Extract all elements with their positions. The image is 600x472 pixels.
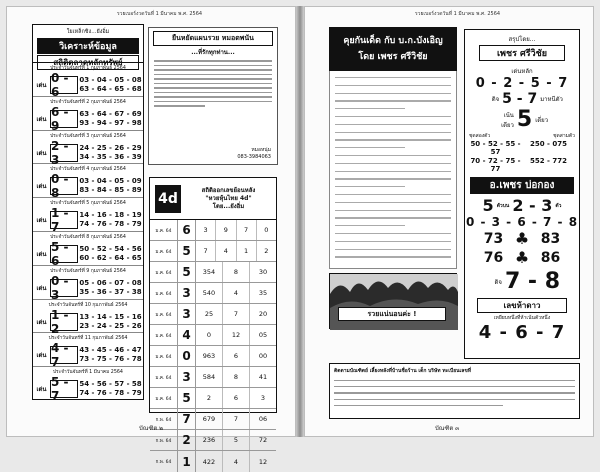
prediction-author: เพชร ศรีวิชัย (479, 45, 565, 61)
text-line (154, 92, 272, 94)
history-title: วิเคราะห์ข้อมูล (37, 38, 139, 54)
stat-grid-cell: 9 (216, 220, 236, 240)
stat-grid-cell: 8 (223, 262, 250, 282)
history-round (33, 333, 143, 370)
big-digit-key: ดิจ (494, 278, 502, 286)
round-numbers (78, 279, 143, 297)
round-number-line: 13 - 14 - 15 - 16 (79, 312, 142, 321)
five-star-header: เลขห้าดาว (477, 298, 567, 313)
round-number-line: 05 - 06 - 07 - 08 (79, 278, 142, 287)
round-number-line: 14 - 16 - 18 - 19 (79, 211, 142, 220)
right-page-footer: บัณฑิต ๓ (435, 425, 460, 432)
stat-grid-cell: 8 (223, 367, 250, 387)
round-numbers (78, 211, 143, 229)
stat-grid-digit: 1 (178, 451, 196, 472)
photo-caption: รวยแน่นอนค่ะ ! (338, 307, 446, 321)
stat-grid-label: ก.พ. 64 (150, 451, 178, 472)
stat-grid-cell: 12 (258, 457, 268, 466)
text-line (335, 233, 451, 234)
stat-grid-row (150, 430, 276, 451)
stat-grid-label: ม.ค. 64 (150, 388, 178, 408)
text-line (335, 77, 451, 78)
round-numbers (78, 177, 143, 195)
round-pair: 4 - 7 (50, 346, 78, 364)
text-line (334, 380, 575, 381)
round-tag: เด่น (36, 149, 47, 157)
round-pair: 0 - 3 (50, 279, 78, 297)
left-page (6, 6, 296, 469)
stat-grid-row (150, 325, 276, 346)
text-line (335, 178, 451, 179)
text-line (335, 225, 405, 226)
club-grid (465, 229, 579, 267)
text-line (154, 87, 272, 89)
stat-grid-cell: 6 (223, 388, 250, 408)
round-pair: 5 - 6 (50, 245, 78, 263)
club-number: 86 (540, 249, 561, 266)
stat-grid-digit: 7 (178, 409, 196, 429)
single-key: เน้นเดียว (501, 111, 514, 129)
pair-grid (465, 140, 579, 173)
round-number-line: 63 - 64 - 67 - 69 (79, 109, 142, 118)
text-line (335, 163, 451, 164)
stat-grid-row (150, 304, 276, 325)
five-star-numbers: 4 - 6 - 7 (478, 322, 566, 343)
round-number-line: 74 - 76 - 78 - 79 (79, 220, 142, 229)
history-round (33, 232, 143, 266)
stat-grid-cell: 4 (216, 241, 236, 261)
stat-grid-cell: 25 (196, 304, 223, 324)
stat-grid-cell: 4 (223, 451, 250, 472)
history-round (33, 198, 143, 235)
round-number-line: 83 - 84 - 85 - 89 (79, 186, 142, 195)
round-date: ประจำวันจันทร์ที่ 8 กุมภาพันธ์ 2564 (50, 234, 126, 240)
stat-grid-title-1: สถิติออกเลขย้อนหลัง (201, 186, 256, 194)
history-header (33, 25, 143, 67)
stat-grid-row (150, 367, 276, 388)
text-line (154, 96, 272, 98)
text-line (154, 74, 272, 76)
text-line (335, 93, 451, 94)
round-date: ประจำวันจันทร์ที่ 1 กุมภาพันธ์ 2564 (50, 66, 126, 71)
stat-grid-label: ม.ค. 64 (150, 325, 178, 345)
article-photo (329, 273, 457, 329)
stat-grid-cell: 0 (264, 226, 269, 234)
stat-grid-cell: 5 (223, 430, 250, 450)
stat-grid-label: ม.ค. 64 (150, 241, 178, 261)
footer-notice (329, 363, 580, 419)
stat-grid-digit: 6 (178, 220, 196, 240)
stat-grid-rows (150, 220, 276, 472)
stat-grid-cell: 6 (223, 346, 250, 366)
five-star-sub: เหยียบหนึ่งที่ห้าเน้นตัวหนึ่ง (493, 315, 551, 321)
round-pair: 1 - 7 (50, 211, 78, 229)
stat-grid-cell: 7 (223, 304, 250, 324)
round-numbers (78, 144, 143, 162)
stat-grid-row (150, 388, 276, 409)
history-round (33, 164, 143, 201)
text-line (334, 392, 575, 393)
stat-grid-digit: 4 (178, 325, 196, 345)
text-line (335, 210, 451, 211)
history-round (33, 266, 143, 300)
tree-illustration (330, 274, 458, 330)
text-line (335, 202, 451, 203)
round-pair: 5 - 7 (50, 380, 78, 398)
stat-grid-label: ม.ค. 64 (150, 220, 178, 240)
text-line (154, 83, 272, 85)
promo-subtitle: ...ที่รักทุกท่าน... (191, 49, 235, 56)
text-line (335, 108, 405, 109)
stat-grid-cell: 41 (258, 373, 268, 381)
round-numbers (78, 76, 143, 94)
stat-grid-digit: 3 (178, 283, 196, 303)
main-label: เด่นหลัก (511, 68, 533, 75)
stat-grid-cell: 2 (264, 247, 269, 255)
stat-grid-label: ม.ค. 64 (150, 367, 178, 387)
history-subtitle: สถิติตลาดหลักทรัพย์ (37, 55, 139, 70)
pair-labels (465, 132, 579, 140)
round-number-line: 23 - 24 - 25 - 26 (79, 321, 142, 330)
round-tag: เด่น (36, 318, 47, 326)
two-digit-label: ชุดสองตัว (469, 133, 491, 139)
stat-grid-cell: 3 (196, 220, 216, 240)
text-line (335, 100, 451, 101)
round-number-line: 54 - 56 - 57 - 58 (79, 380, 142, 389)
stat-grid-title-2: "หวยหุ้นไทย 4d" (205, 194, 252, 202)
footer-notice-text: ติดตามบัณฑิตย์ เลี้ยงหลังที่บ้านชื่อร้าน เด็ก บริษัท ทะเบียนเลขที่ (334, 368, 472, 374)
digit-key: ดิจ (491, 96, 500, 103)
stat-grid-cell: 7 (237, 220, 257, 240)
history-round (33, 97, 143, 131)
round-tag: เด่น (36, 115, 47, 123)
stat-grid-cell: 4 (223, 283, 250, 303)
stat-grid-digit: 0 (178, 346, 196, 366)
round-tag: เด่น (36, 183, 47, 191)
text-line (335, 116, 451, 117)
text-line (335, 194, 451, 195)
two-three-value: 2 - 3 (512, 196, 553, 215)
stat-grid-cell: 3 (260, 394, 266, 402)
text-line (335, 155, 451, 156)
round-number-line: 60 - 62 - 64 - 65 (79, 253, 142, 262)
round-body (33, 207, 143, 233)
round-number-line: 03 - 04 - 05 - 08 (79, 76, 142, 84)
round-numbers (78, 313, 143, 331)
stat-grid-header (150, 178, 276, 220)
stat-grid-label: ก.พ. 64 (150, 409, 178, 429)
stat-grid-cell: 72 (258, 436, 268, 444)
stat-grid-cell: 20 (258, 310, 268, 318)
round-body (33, 106, 143, 132)
stat-grid-cell: 7 (223, 409, 250, 429)
round-date: ประจำวันจันทร์ที่ 10 กุมภาพันธ์ 2564 (48, 302, 128, 308)
text-line (154, 69, 272, 71)
stat-grid-cell: 963 (196, 346, 223, 366)
history-panel (32, 24, 144, 404)
round-tag: เด่น (36, 352, 47, 360)
big-digit-row (465, 269, 579, 294)
promo-contact-name: หมอหนุ่ม (251, 147, 271, 153)
big-digit-value: 7 - 8 (504, 269, 561, 294)
stat-grid-cell: 0 (196, 325, 223, 345)
text-line (154, 60, 272, 62)
text-line (335, 147, 405, 148)
promo-title: ยืนหยัดแผนรวย หมอดพนัน (153, 31, 273, 46)
three-digit-label: ชุดสามตัว (553, 133, 575, 139)
round-numbers (78, 245, 143, 263)
round-pair: 2 - 3 (50, 144, 78, 162)
round-number-line: 34 - 35 - 36 - 39 (79, 152, 142, 161)
run-numbers: 0 - 3 - 6 - 7 - 8 (465, 215, 579, 229)
round-date: ประจำวันจันทร์ที่ 5 กุมภาพันธ์ 2564 (50, 201, 126, 207)
right-page-header: รวยเบอร์งวดวันที่ 1 มีนาคม พ.ศ. 2564 (415, 11, 501, 17)
banner-author: โดย เพชร ศรีวิชัย (358, 52, 428, 62)
article-banner (329, 27, 457, 71)
stat-grid-cell: 35 (258, 289, 268, 297)
history-round (33, 367, 143, 404)
text-line (154, 78, 272, 80)
stat-grid-label: ม.ค. 64 (150, 283, 178, 303)
round-date: ประจำวันจันทร์ที่ 4 กุมภาพันธ์ 2564 (50, 167, 126, 173)
stat-grid-row (150, 220, 276, 241)
text-line (154, 105, 205, 107)
stat-grid-row (150, 409, 276, 430)
two-three-row (465, 196, 579, 215)
stat-grid-cell: 30 (258, 268, 268, 276)
round-pair: 0 - 6 (50, 76, 78, 94)
club-number: 83 (540, 230, 561, 247)
stat-grid-cell: 12 (223, 325, 250, 345)
round-pair: 1 - 2 (50, 313, 78, 331)
main-numbers: 0 - 2 - 5 - 7 (475, 76, 569, 91)
round-date: ประจำวันจันทร์ที่ 3 กุมภาพันธ์ 2564 (50, 133, 126, 139)
round-number-line: 35 - 36 - 37 - 38 (79, 287, 142, 296)
left-page-header: รวยเบอร์งวดวันที่ 1 มีนาคม พ.ศ. 2564 (117, 11, 203, 17)
history-round (33, 131, 143, 165)
stat-grid-digit: 5 (178, 388, 196, 408)
round-body (33, 173, 143, 199)
stat-grid-cell: 540 (196, 283, 223, 303)
stat-grid-title (181, 187, 276, 211)
stat-grid-row (150, 262, 276, 283)
single-suffix: เดี่ยว (535, 116, 549, 124)
round-tag: เด่น (36, 284, 47, 292)
round-body (33, 309, 143, 335)
promo-contact (237, 146, 271, 160)
round-tag: เด่น (36, 82, 47, 89)
stat-grid-cell: 584 (196, 367, 223, 387)
stat-grid-label: ม.ค. 64 (150, 304, 178, 324)
digit-suffix: มาหนีตัว (540, 96, 563, 103)
stat-grid-label: ก.พ. 64 (150, 430, 178, 450)
text-line (335, 256, 451, 257)
text-line (335, 139, 451, 140)
stat-grid-cell: 354 (196, 262, 223, 282)
stat-grid-cell: 236 (196, 430, 223, 450)
round-body (33, 241, 143, 267)
stat-grid-label: ม.ค. 64 (150, 262, 178, 282)
round-tag: เด่น (36, 217, 47, 225)
history-small-title: ใยเหล็กชิง...ยังอิ่ม (66, 29, 110, 35)
round-date: ประจำวันจันทร์ที่ 9 กุมภาพันธ์ 2564 (50, 268, 126, 274)
stat-grid-cell: 2 (196, 388, 223, 408)
text-line (154, 101, 272, 103)
round-pair: 6 - 9 (50, 110, 78, 128)
text-line (335, 217, 451, 218)
4d-logo: 4d (155, 185, 181, 213)
text-line (154, 65, 272, 67)
pair-value: 50 - 52 - 55 - 57 (470, 140, 521, 156)
stat-grid-digit: 2 (178, 430, 196, 450)
stat-grid-cell: 05 (258, 331, 268, 339)
book-spine (296, 6, 304, 437)
round-number-line: 63 - 64 - 65 - 68 (79, 85, 142, 93)
stat-grid-cell: 06 (258, 415, 268, 423)
round-numbers (78, 110, 143, 128)
text-line (334, 399, 575, 400)
text-line (335, 132, 451, 133)
promo-contact-phone: 083-3984063 (237, 154, 271, 160)
round-body (33, 342, 143, 368)
round-date: ประจำวันจันทร์ที่ 2 กุมภาพันธ์ 2564 (50, 99, 126, 105)
left-page-footer: บัณฑิต ๒ (139, 425, 164, 432)
round-numbers (78, 380, 143, 398)
round-number-line: 24 - 25 - 26 - 29 (79, 143, 142, 152)
round-body (33, 72, 143, 98)
club-number: 76 (483, 249, 504, 266)
club-number: 73 (483, 230, 504, 247)
round-number-line: 73 - 75 - 76 - 78 (79, 355, 142, 364)
two-three-label: ตัวบน (496, 202, 510, 209)
round-pair: 0 - 8 (50, 177, 78, 195)
pair-value: 552 - 772 (529, 157, 567, 165)
prediction-panel (464, 29, 580, 359)
round-body (33, 275, 143, 301)
single-row (465, 107, 579, 132)
stat-grid-cell: 00 (258, 352, 268, 360)
pair-value: 250 - 075 (529, 140, 567, 148)
two-three-label: ตัว (555, 202, 562, 209)
stat-grid-digit: 3 (178, 367, 196, 387)
text-line (335, 241, 451, 242)
stat-grid-cell: 679 (196, 409, 223, 429)
promo-box (148, 27, 278, 165)
club-icon: ♣ (514, 229, 530, 248)
round-date: ประจำวันจันทร์ที่ 11 กุมภาพันธ์ 2564 (48, 336, 128, 342)
round-body (33, 140, 143, 166)
stat-grid-label: ม.ค. 64 (150, 346, 178, 366)
round-date: ประจำวันจันทร์ที่ 1 มีนาคม 2564 (52, 370, 123, 376)
text-line (334, 405, 503, 406)
stat-grid-digit: 5 (178, 241, 196, 261)
round-number-line: 50 - 52 - 54 - 56 (79, 244, 142, 253)
round-number-line: 03 - 04 - 05 - 09 (79, 177, 142, 186)
stat-grid-cell: 1 (237, 241, 257, 261)
round-body (33, 376, 143, 402)
stat-grid-cell: 422 (196, 451, 223, 472)
stat-grid-digit: 3 (178, 304, 196, 324)
stat-grid-row (150, 241, 276, 262)
round-number-line: 74 - 76 - 78 - 79 (79, 389, 142, 398)
text-line (335, 186, 405, 187)
stat-grid-row (150, 346, 276, 367)
section-header: อ.เพชร บ่อกอง (470, 177, 574, 194)
club-icon: ♣ (514, 248, 530, 267)
text-line (334, 386, 575, 387)
history-rounds (33, 63, 143, 404)
single-value: 5 (516, 107, 533, 132)
stat-grid-row (150, 283, 276, 304)
history-round (33, 300, 143, 334)
banner-title: คุยกันเด็ด กับ บ.ก.บังเอิญ (343, 36, 443, 46)
round-number-line: 93 - 94 - 97 - 98 (79, 118, 142, 127)
text-line (335, 85, 451, 86)
round-tag: เด่น (36, 386, 47, 394)
stat-grid-row (150, 451, 276, 472)
stat-grid-digit: 5 (178, 262, 196, 282)
stat-grid-cell: 7 (196, 241, 216, 261)
text-line (335, 171, 451, 172)
digit-value: 5 - 7 (502, 91, 538, 107)
text-line (335, 124, 451, 125)
round-number-line: 43 - 45 - 46 - 47 (79, 346, 142, 355)
right-page (304, 6, 594, 437)
round-numbers (78, 346, 143, 364)
round-tag: เด่น (36, 250, 47, 258)
history-round (33, 63, 143, 97)
pair-value: 70 - 72 - 75 - 77 (470, 157, 521, 173)
two-three-value: 5 (482, 196, 494, 215)
text-line (335, 249, 451, 250)
prediction-head: สรุปโดย... (508, 36, 536, 43)
stat-grid-title-3: โดย...ยังอิ่ม (212, 202, 245, 210)
digit-row (465, 91, 579, 107)
